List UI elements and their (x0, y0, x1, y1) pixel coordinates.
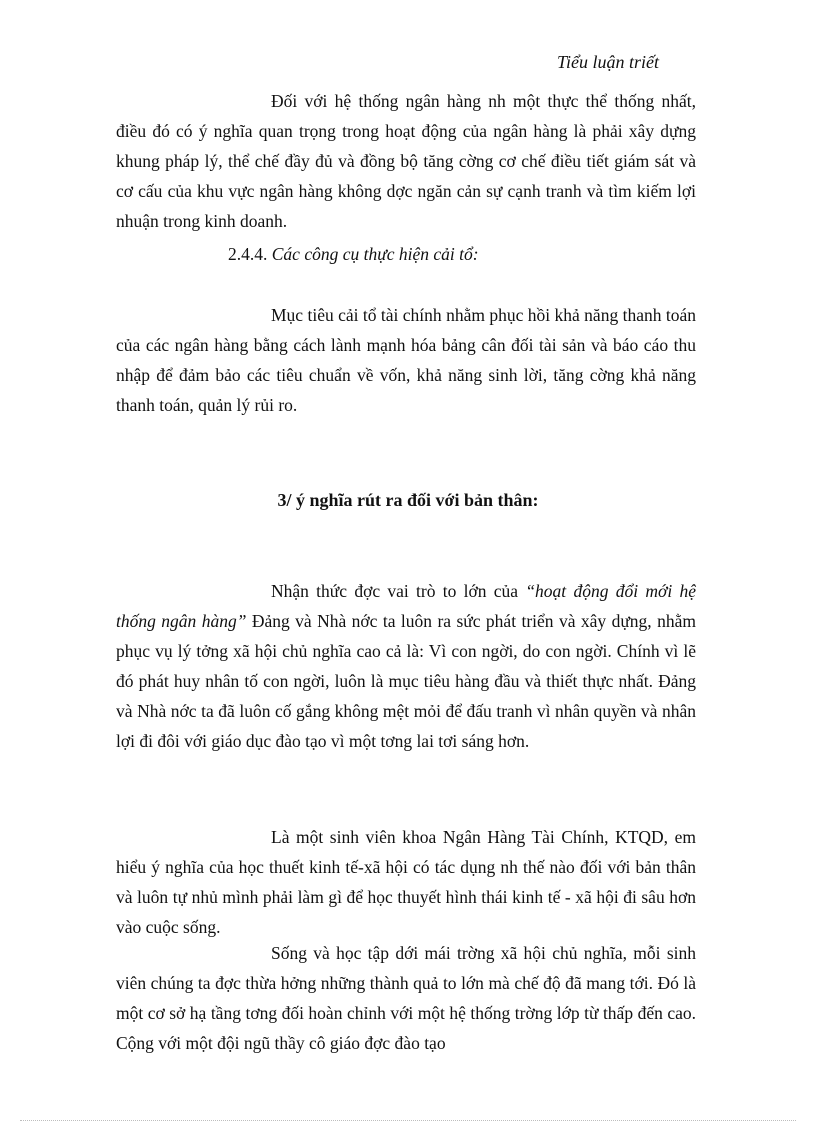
paragraph-living-studying: Sống và học tập dới mái trờng xã hội chủ nghĩa, mỗi sinh viên chúng ta đợc thừa hởng những thành quả to lớn mà chế độ đã mang tới. Đó là một cơ sở hạ tầng tơng đối hoàn chỉnh với một hệ thống trờng lớp từ thấp đến cao. Cộng với một đội ngũ thầy cô giáo đợc đào tạo (116, 943, 696, 1053)
paragraph-awareness (116, 576, 696, 756)
paragraph-reform-goals: Mục tiêu cải tổ tài chính nhằm phục hồi khả năng thanh toán của các ngân hàng bằng cách lành mạnh hóa bảng cân đối tài sản và báo cáo thu nhập để đảm bảo các tiêu chuẩn về vốn, khả năng sinh lời, tăng cờng khả năng thanh toán, quản lý rủi ro. (116, 305, 696, 415)
paragraph-awareness-quote: “hoạt động đổi mới hệ thống ngân hàng” (116, 581, 696, 631)
section-heading: 3/ ý nghĩa rút ra đối với bản thân: (277, 490, 539, 510)
paragraph-student: Là một sinh viên khoa Ngân Hàng Tài Chính, KTQD, em hiểu ý nghĩa của học thuết kinh tế-xã hội có tác dụng nh thế nào đối với bản thân và luôn tự nhủ mình phải làm gì để học thuyết hình thái kinh tế - xã hội đi sâu hơn vào cuộc sống. (116, 827, 696, 937)
subsection-heading (228, 244, 479, 265)
running-header: Tiểu luận triết (556, 52, 659, 72)
paragraph-banking-system: Đối với hệ thống ngân hàng nh một thực thể thống nhất, điều đó có ý nghĩa quan trọng trong hoạt động của ngân hàng là phải xây dựng khung pháp lý, thể chế đầy đủ và đồng bộ tăng cờng cơ chế điều tiết giám sát và cơ cấu của khu vực ngân hàng không dợc ngăn cản sự cạnh tranh và tìm kiếm lợi nhuận trong kinh doanh. (116, 91, 696, 231)
subsection-title: Các công cụ thực hiện cải tổ: (271, 244, 479, 264)
paragraph-awareness-rest: Đảng và Nhà nớc ta luôn ra sức phát triển và xây dựng, nhằm phục vụ lý tởng xã hội chủ nghĩa cao cả là: Vì con ngời, do con ngời. Chính vì lẽ đó phát huy nhân tố con ngời, luôn là mục tiêu hàng đầu và thiết thực nhất. Đảng và Nhà nớc ta đã luôn cố gắng không mệt mỏi để đấu tranh vì nhân quyền và nhân lợi đi đôi với giáo dục đào tạo vì một tơng lai tơi sáng hơn. (116, 611, 696, 751)
paragraph-awareness-lead: Nhận thức đợc vai trò to lớn của (271, 581, 526, 601)
page-bottom-rule (20, 1120, 796, 1121)
subsection-number: 2.4.4. (228, 244, 268, 264)
